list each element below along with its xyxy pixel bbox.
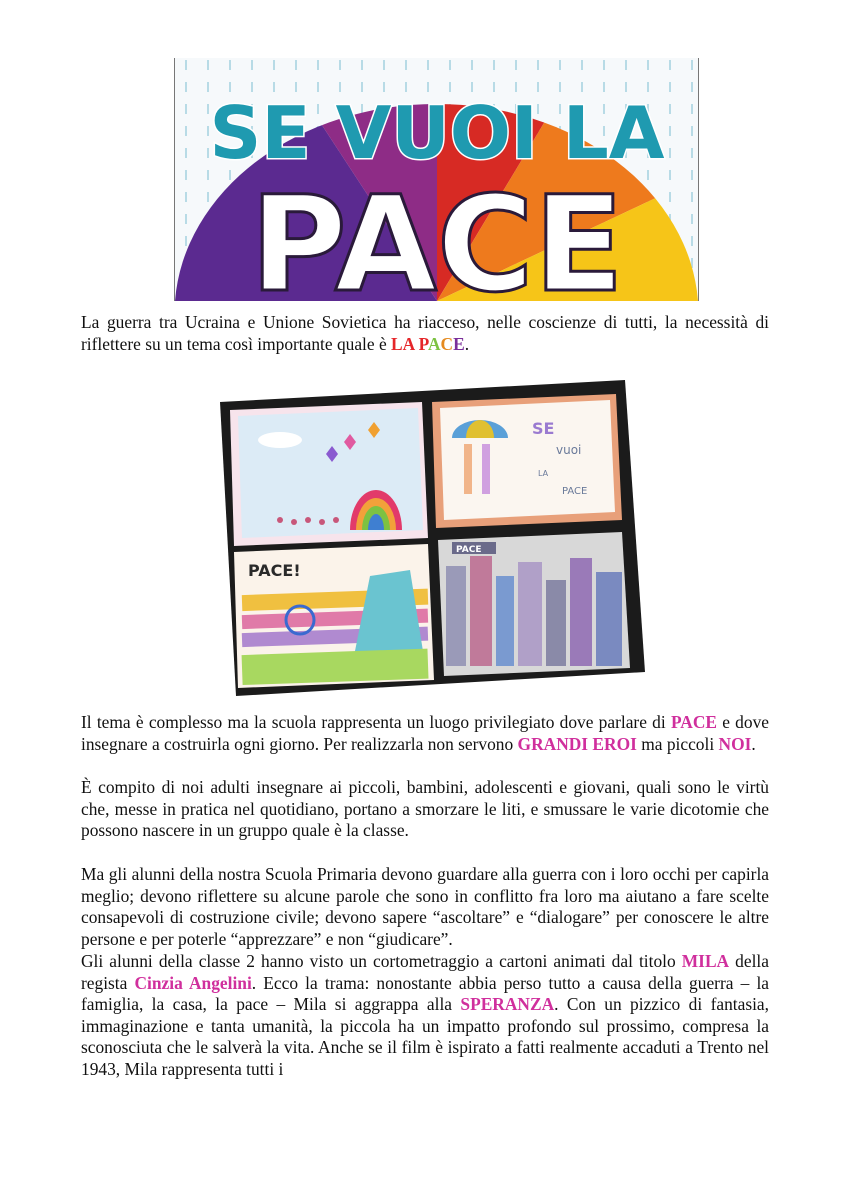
drawing-word-se: SE [532, 419, 555, 438]
school-peace-paragraph [81, 712, 769, 755]
letter-l: L [391, 333, 403, 354]
intro-text: La guerra tra Ucraina e Unione Sovietica ha riacceso, nelle coscienze di tutti, la necessità di riflettere su un tema così importante quale è [81, 312, 769, 354]
drawing-pace-exclaim: PACE! [248, 561, 301, 580]
drawing-city [438, 532, 630, 676]
p5-cinzia-angelini: Cinzia Angelini [134, 972, 252, 993]
drawing-pace-landscape [234, 544, 434, 688]
p5-mila: MILA [681, 951, 730, 971]
banner-line2: PACE [250, 168, 624, 301]
drawing-umbrella-words [432, 394, 622, 528]
intro-paragraph [81, 312, 769, 355]
letter-a1: A [402, 333, 415, 354]
p2-grandi-eroi: GRANDI EROI [517, 733, 637, 754]
drawing-rainbow-kites [230, 402, 428, 546]
p5-text-3: . Ecco la trama: nonostante abbia perso tutto a causa della guerra – la famiglia, la casa, la pace – Mila si aggrappa alla [81, 972, 769, 1015]
p5-text-1: Gli alunni della classe 2 hanno visto un cortometraggio a cartoni animati dal titolo [81, 951, 682, 971]
p5-text-2: della regista [81, 951, 769, 993]
banner-illustration [175, 58, 698, 301]
letter-a2: A [427, 333, 441, 354]
la-pace-highlight [391, 334, 465, 354]
intro-end: . [464, 333, 470, 354]
p2-noi: NOI [718, 733, 752, 754]
letter-p: P [418, 333, 428, 354]
se-vuoi-la-pace-banner [174, 58, 699, 301]
drawing-city-pace: PACE [456, 545, 482, 555]
p5-speranza: SPERANZA [460, 994, 555, 1015]
p5-text-4: . Con un pizzico di fantasia, immaginazione e tanta umanità, la piccola ha un impatto profondo sul prossimo, compresa la sconosciuta che le salverà la vita. Anche se il film è ispirato a fatti realmente accaduti a Trento nel 1943, Mila rappresenta tutti i [81, 994, 769, 1079]
letter-c: C [440, 333, 454, 354]
p2-text-2: e dove insegnare a costruirla ogni giorno. Per realizzarla non servono [81, 712, 769, 754]
p2-text-3: ma piccoli [636, 733, 719, 754]
drawing-word-pace: PACE [562, 486, 588, 497]
letter-e: E [453, 333, 465, 354]
p2-text-4: . [751, 733, 756, 754]
p2-text-1: Il tema è complesso ma la scuola rappresenta un luogo privilegiato dove parlare di [81, 712, 671, 732]
drawings-collage [220, 380, 645, 696]
students-paragraph: Ma gli alunni della nostra Scuola Primaria devono guardare alla guerra con i loro occhi per capirla meglio; devono riflettere su alcune parole che sono in conflitto fra loro ma aiutano a fare scelte consapevoli di costruzione civile; devono sapere “ascoltare” e “dialogare” per conoscere le altre persone e per poterle “apprezzare” e non “giudicare”. [81, 864, 769, 949]
drawing-word-la: LA [538, 469, 549, 478]
adults-paragraph: È compito di noi adulti insegnare ai piccoli, bambini, adolescenti e giovani, quali sono le virtù che, messe in pratica nel quotidiano, portano a smorzare le liti, e smussare le varie dicotomie che possono nascere in un gruppo quale è la classe. [81, 777, 769, 841]
mila-paragraph [81, 951, 769, 1081]
p2-pace: PACE [670, 712, 717, 732]
drawing-word-vuoi: vuoi [556, 443, 582, 457]
drawings-photo [220, 380, 645, 696]
banner-line1: SE VUOI LA [209, 91, 665, 175]
